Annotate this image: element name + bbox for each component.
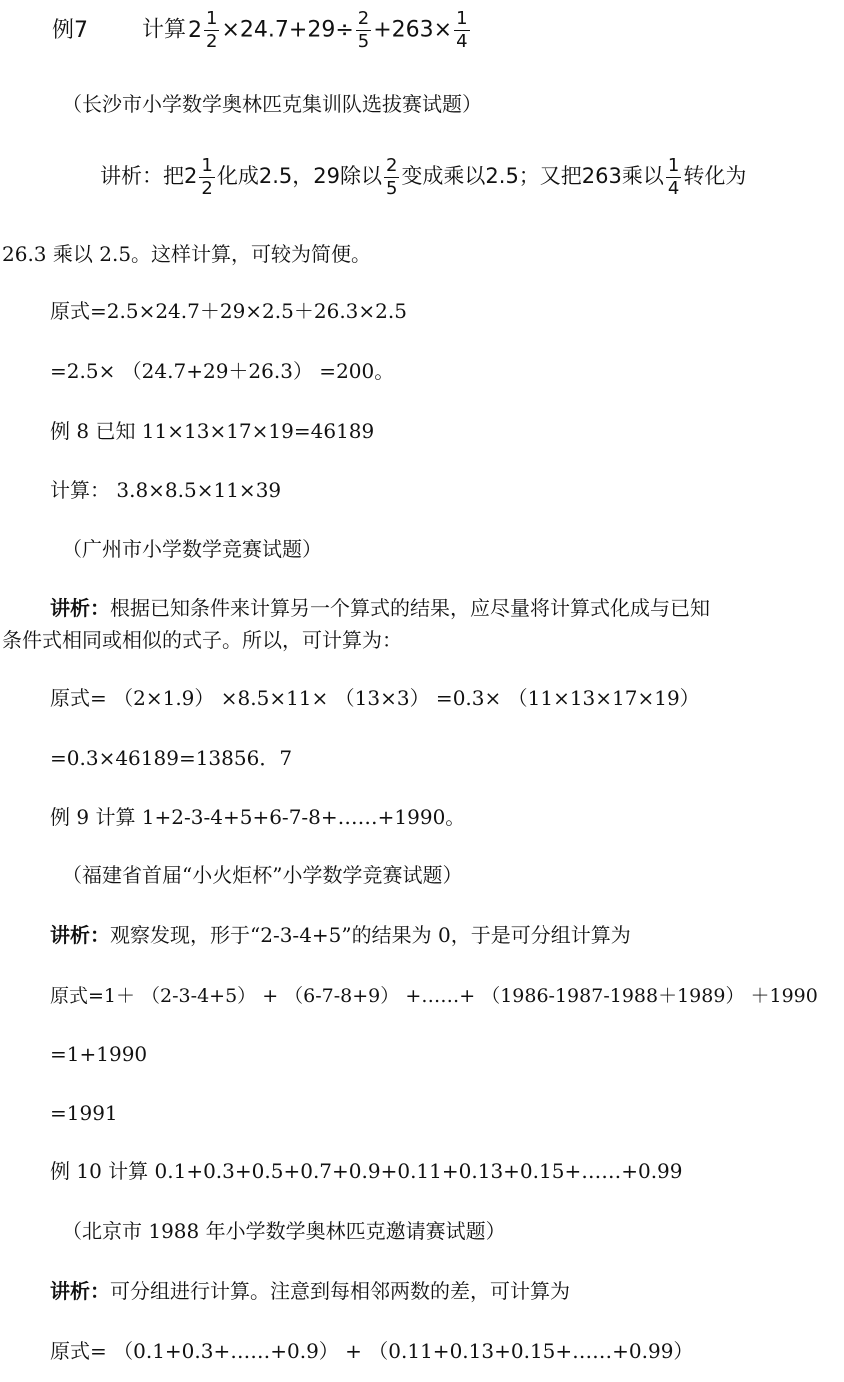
example-8-heading: 例 8 已知 11×13×17×19=46189 — [50, 419, 375, 443]
example-8-analysis: 讲析：根据已知条件来计算另一个算式的结果，应尽量将计算式化成与已知 — [50, 596, 710, 620]
text-line-1: 26.3 乘以 2.5。这样计算，可较为简便。 — [2, 242, 372, 266]
text-line-9: 原式= （2×1.9） ×8.5×11× （13×3） =0.3× （11×13×17×19） — [50, 686, 700, 710]
fraction-two-fifths: $\frac{2}{5}$ — [357, 8, 370, 52]
example-9-heading: 例 9 计算 1+2-3-4+5+6-7-8+……+1990。 — [50, 805, 466, 829]
text-line-2: 原式=2.5×24.7＋29×2.5＋26.3×2.5 — [50, 299, 407, 323]
text-line-5: 计算： 3.8×8.5×11×39 — [50, 478, 282, 502]
example-7-expression-part1: ×24.7+29÷ — [221, 17, 354, 43]
example-7-analysis: 讲析：把2 $\frac{1}{2}$ 化成2.5，29除以 $\frac{2}{5}$ 变成乘以2.5；又把263乘以 $\frac{1}{4}$ 转化为 — [100, 154, 747, 199]
example-8-source: （广州市小学数学竞赛试题） — [62, 537, 322, 561]
fraction-one-half: $\frac{1}{2}$ — [206, 8, 218, 52]
example-7-heading — [0, 8, 844, 53]
analysis-label: 讲析： — [50, 596, 110, 620]
example-7-expression-part2: +263× — [373, 17, 453, 43]
analysis-label: 讲析： — [50, 1279, 110, 1303]
text-line-10: =0.3×46189=13856．7 — [50, 746, 293, 770]
text-line-8: 条件式相同或相似的式子。所以，可计算为： — [2, 628, 402, 652]
mixed-integer: 2 — [188, 17, 203, 43]
text-line-20: 原式= （0.1+0.3+……+0.9） + （0.11+0.13+0.15+……+0.99） — [50, 1339, 694, 1363]
example-10-analysis: 讲析：可分组进行计算。注意到每相邻两数的差，可计算为 — [50, 1279, 570, 1303]
example-7-prefix: 计算 — [142, 17, 187, 43]
example-9-analysis: 讲析：观察发现，形于“2-3-4+5”的结果为 0，于是可分组计算为 — [50, 923, 631, 947]
fraction-one-quarter: $\frac{1}{4}$ — [456, 8, 468, 52]
analysis-label: 讲析： — [50, 923, 110, 947]
text-line-16: =1991 — [50, 1101, 118, 1125]
text-line-15: =1+1990 — [50, 1042, 148, 1066]
example-7-source: （长沙市小学数学奥林匹克集训队选拔赛试题） — [62, 92, 482, 116]
analysis-fraction-one-half: $\frac{1}{2}$ — [201, 154, 213, 199]
analysis-fraction-two-fifths: $\frac{2}{5}$ — [385, 154, 398, 199]
text-line-14: 原式=1＋ （2-3-4+5） + （6-7-8+9） +……+ （1986-1987-1988＋1989） ＋1990 — [50, 985, 818, 1007]
example-10-source: （北京市 1988 年小学数学奥林匹克邀请赛试题） — [62, 1219, 506, 1243]
example-10-heading: 例 10 计算 0.1+0.3+0.5+0.7+0.9+0.11+0.13+0.15+……+0.99 — [50, 1159, 683, 1183]
analysis-fraction-one-quarter: $\frac{1}{4}$ — [667, 154, 680, 199]
example-7-label: 例7 — [52, 17, 88, 43]
example-9-source: （福建省首届“小火炬杯”小学数学竞赛试题） — [62, 863, 463, 887]
text-line-3: =2.5× （24.7+29＋26.3） =200。 — [50, 359, 395, 383]
